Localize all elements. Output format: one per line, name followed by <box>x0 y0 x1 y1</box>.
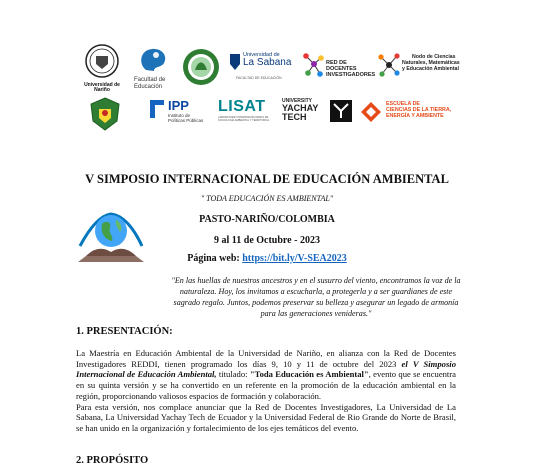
nodo-line-2: Naturales, Matemáticas <box>402 60 460 67</box>
circular-green-seal-logo <box>182 48 220 86</box>
document-subtitle: " TODA EDUCACIÓN ES AMBIENTAL" <box>200 194 334 203</box>
nodo-line-1: Nodo de Ciencias <box>412 54 456 60</box>
web-link[interactable]: https://bit.ly/V-SEA2023 <box>242 253 347 264</box>
para1-text-e: , evento que se encuentra en su quinta versión y se ha convertido en un referente en la promoción de la educación ambiental en la región, proporcionando valiosos espacios de formación y colaboración. <box>76 369 456 401</box>
lisat-label: LISAT <box>218 98 266 115</box>
web-label: Página web: <box>187 253 243 264</box>
ipp-label: IPP <box>168 98 189 113</box>
web-line <box>0 253 534 264</box>
sabana-line-3: FACULTAD DE EDUCACIÓN <box>236 76 282 80</box>
nodo-line-3: y Educación Ambiental <box>402 66 459 73</box>
ipp-sub-line-1: Instituto de <box>168 113 191 118</box>
la-sabana-logo <box>230 52 292 86</box>
nodo-ciencias-logo <box>378 50 468 84</box>
facultad-line-2: Educación <box>134 83 163 90</box>
reddi-line-2: INVESTIGADORES <box>326 72 376 78</box>
event-dates: 9 al 11 de Octubre - 2023 <box>214 235 320 246</box>
udenar-label: Universidad de Nariño <box>84 82 120 93</box>
yachay-line-3: TECH <box>282 112 307 122</box>
escuela-line-2: CIENCIAS DE LA TIERRA, <box>386 107 452 114</box>
sabana-line-1: Universidad de <box>243 52 280 58</box>
yachay-line-1: UNIVERSITY <box>282 98 313 104</box>
lisat-logo <box>218 98 278 130</box>
ipp-sub-line-2: Políticas Públicas <box>168 118 204 123</box>
facultad-label <box>134 77 174 90</box>
yachay-line-2: YACHAY <box>282 103 319 113</box>
presentation-paragraph <box>76 348 456 434</box>
facultad-line-1: Facultad de <box>134 77 166 83</box>
location: PASTO-NARIÑO/COLOMBIA <box>199 214 335 225</box>
yachay-tech-logo <box>282 98 354 128</box>
section-heading-presentacion: 1. PRESENTACIÓN: <box>76 326 173 337</box>
reddi-line-1: RED DE DOCENTES <box>326 60 357 72</box>
udenar-logo <box>80 44 124 93</box>
escuela-line-3: ENERGÍA Y AMBIENTE <box>386 113 444 120</box>
facultad-educacion-logo <box>134 46 174 90</box>
section-heading-proposito: 2. PROPÓSITO <box>76 455 149 466</box>
para1-text-a: La Maestría en Educación Ambiental de la Universidad de Nariño, en alianza con la Red de Docentes Investigadores REDDI, tienen programado los días 9, 10 y 11 de octubre del 2023 <box>76 348 456 369</box>
ipp-logo <box>150 98 214 132</box>
sabana-line-2: La Sabana <box>243 57 292 68</box>
para1-event-title: "Toda Educación es Ambiental" <box>249 369 369 380</box>
quote: "En las huellas de nuestros ancestros y en el susurro del viento, encontramos la voz de la naturaleza. Hoy, los invitamos a escucharla, a protegerla y a ser guardianes de este sagrado regalo. Juntos, podemos preservar su belleza y asegurar un legado de armonía para las generaciones venideras." <box>171 276 461 318</box>
presentation-paragraph-2: Para esta versión, nos complace anunciar que la Red de Docentes Investigadores, La Universidad de La Sabana, La Universidad Yachay Tech de Ecuador y la Universidad Federal de Rio Grande do Norte de Brasil, se han unido en la organización y fortalecimiento de los ejes temáticos del evento. <box>76 401 456 433</box>
escuela-line-1: ESCUELA DE <box>386 101 420 107</box>
green-shield-logo <box>88 97 122 131</box>
lisat-sub: LABORATORIO INTERDISCIPLINARIO DE SOCIOLOGÍA AMBIENTAL Y TERRITORIAL <box>218 116 270 122</box>
escuela-ciencias-tierra-logo <box>360 100 480 128</box>
para1-text-c: titulado: <box>216 369 250 380</box>
document-title: V SIMPOSIO INTERNACIONAL DE EDUCACIÓN AMBIENTAL <box>85 172 449 186</box>
para1-event-name: el V Simposio Internacional de Educación Ambiental, <box>76 358 456 380</box>
reddi-logo <box>302 52 374 82</box>
